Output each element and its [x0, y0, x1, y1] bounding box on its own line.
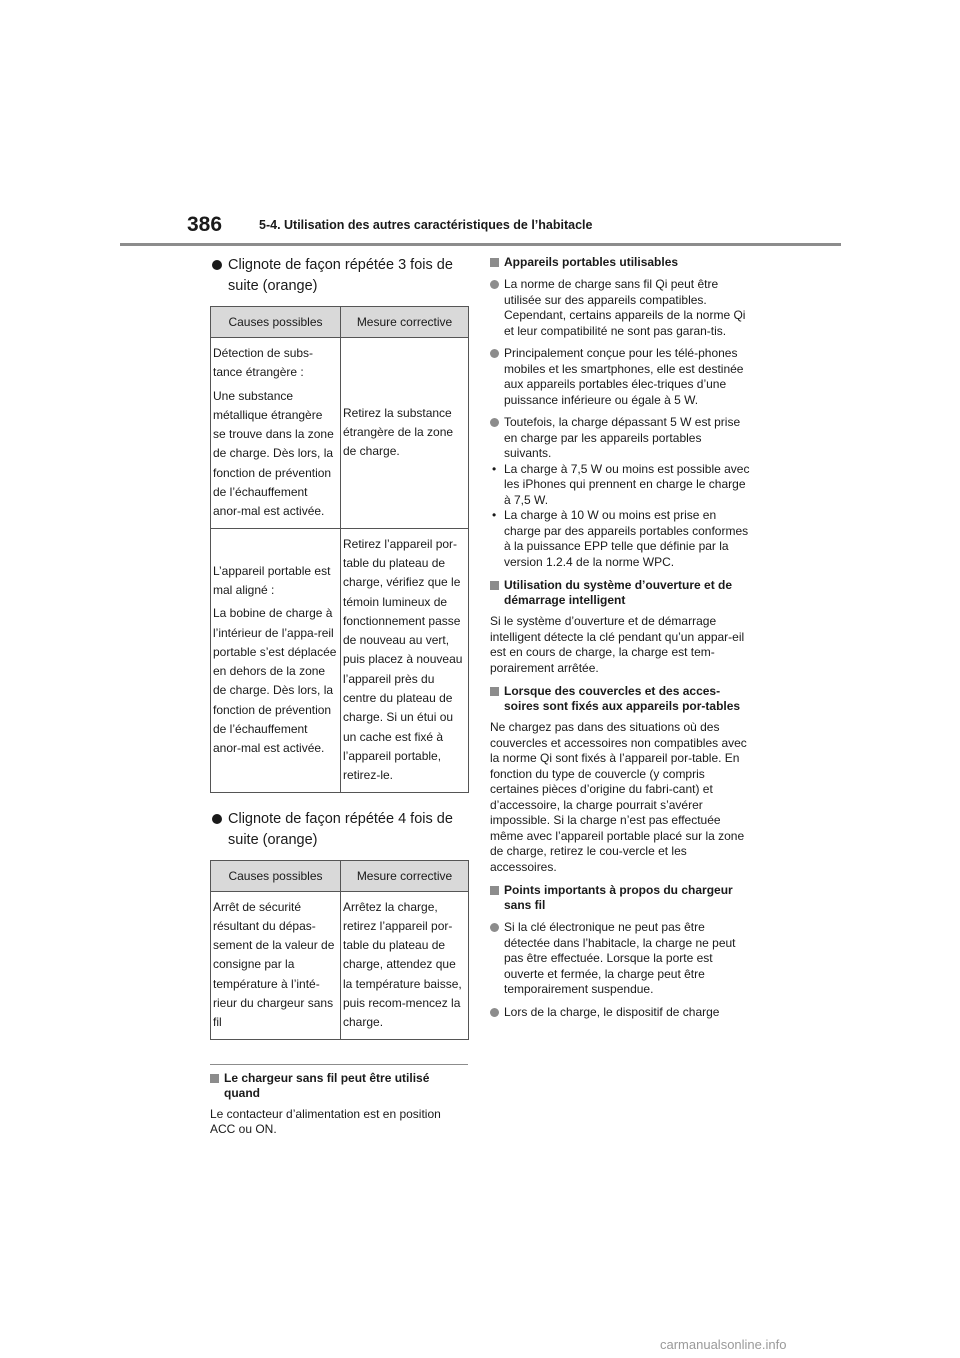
circle-bullet-icon: [490, 418, 499, 427]
watermark: carmanualsonline.info: [660, 1337, 787, 1352]
page-header: [0, 0, 960, 250]
s3-text: Ne chargez pas dans des situations où des couvercles et accessoires non compatibles avec la norme Qi sont fixés à l’appareil por-table. En fonction du type de couvercle (y compris certaines pièces d’origine du fabri-cant) et d’accessoire, la charge pourrait s’avérer impossible. Si la charge n’est pas effectuée même avec l’appareil portable placé sur la zone de charge, retirez le cou-vercle et les accessoires.: [490, 720, 747, 874]
action-cell: Arrêtez la charge, retirez l’appareil por-table du plateau de charge, attendez que la température baisse, puis recom-mencez la charge.: [341, 891, 469, 1039]
table-header-causes: Causes possibles: [211, 307, 341, 338]
bullet-dot-icon: [212, 260, 222, 270]
circle-bullet-icon: [490, 923, 499, 932]
s1-heading: Appareils portables utilisables: [490, 255, 752, 270]
table-row: [211, 338, 469, 529]
circle-bullet-icon: [490, 1008, 499, 1017]
section-divider: [210, 1064, 468, 1065]
s3-heading: Lorsque des couvercles et des acces-soires sont fixés aux appareils por-tables: [490, 684, 752, 714]
left-column: [210, 255, 468, 1138]
square-bullet-icon: [490, 258, 499, 267]
table-header-action: Mesure corrective: [341, 860, 469, 891]
list-item: Toutefois, la charge dépassant 5 W est prise en charge par les appareils portables suivants.: [490, 415, 752, 462]
square-bullet-icon: [210, 1074, 219, 1083]
note-heading: Le chargeur sans fil peut être utilisé quand: [210, 1071, 468, 1101]
list-item: La norme de charge sans fil Qi peut être utilisée sur des appareils compatibles. Cependant, certains appareils de la norme Qi et leur compatibilité ne sont pas garan-tis.: [490, 277, 752, 339]
table-header-causes: Causes possibles: [211, 860, 341, 891]
page-number: 386: [187, 213, 223, 236]
block2-title: Clignote de façon répétée 4 fois de suite (orange): [210, 809, 468, 851]
s4-heading: Points importants à propos du chargeur sans fil: [490, 883, 752, 913]
dot-marker: •: [492, 508, 497, 522]
dot-marker: •: [492, 461, 497, 476]
square-bullet-icon: [490, 687, 499, 696]
s2-heading: Utilisation du système d’ouverture et de démarrage intelligent: [490, 578, 752, 608]
cause-cell: Arrêt de sécurité résultant du dépas-sement de la valeur de consigne par la température à l’inté-rieur du chargeur sans fil: [211, 891, 341, 1039]
section-title: 5-4. Utilisation des autres caractéristiques de l’habitacle: [259, 218, 593, 232]
list-item: Si la clé électronique ne peut pas être détectée dans l’habitacle, la charge ne peut pas être effectuée. Lorsque la porte est ouverte et fermée, la charge peut être temporairement suspendue.: [490, 920, 752, 998]
list-item: Principalement conçue pour les télé-phones mobiles et les smartphones, elle est destinée aux appareils portables élec-triques d’une puissance inférieure ou égale à 5 W.: [490, 346, 752, 408]
block1-title: Clignote de façon répétée 3 fois de suite (orange): [210, 255, 468, 297]
cause-cell: Détection de subs-tance étrangère : Une substance métallique étrangère se trouve dans la zone de charge. Dès lors, la fonction de prévention de l’échauffement anor-mal est activée.: [211, 338, 341, 529]
table-3-blinks: [210, 306, 469, 793]
square-bullet-icon: [490, 886, 499, 895]
table-row: [211, 891, 469, 1039]
header-rule: [120, 243, 841, 246]
list-item: • La charge à 10 W ou moins est prise en charge par des appareils portables conformes à la puissance EPP telle que définie par la version 1.2.4 de la norme WPC.: [492, 508, 749, 569]
square-bullet-icon: [490, 581, 499, 590]
action-cell: Retirez la substance étrangère de la zone de charge.: [341, 338, 469, 529]
table-4-blinks: [210, 860, 469, 1040]
table-row: [211, 528, 469, 792]
circle-bullet-icon: [490, 349, 499, 358]
action-cell: Retirez l’appareil por-table du plateau de charge, vérifiez que le témoin lumineux de fonctionnement passe de nouveau au vert, puis placez à nouveau l’appareil près du centre du plateau de charge. Si un étui ou un cache est fixé à l’appareil portable, retirez-le.: [341, 528, 469, 792]
right-column: [490, 255, 752, 1020]
note-text: Le contacteur d’alimentation est en position ACC ou ON.: [210, 1106, 441, 1137]
list-item: • La charge à 7,5 W ou moins est possible avec les iPhones qui prennent en charge le charge à 7,5 W.: [492, 461, 750, 507]
s2-text: Si le système d’ouverture et de démarrage intelligent détecte la clé pendant qu’un appar-eil est en cours de charge, la charge est tem-porairement arrêtée.: [490, 614, 745, 675]
circle-bullet-icon: [490, 280, 499, 289]
cause-cell: L’appareil portable est mal aligné : La bobine de charge à l’intérieur de l’appa-reil portable s’est déplacée en dehors de la zone de charge. Dès lors, la fonction de prévention de l’échauffement anor-mal est activée.: [211, 528, 341, 792]
table-header-action: Mesure corrective: [341, 307, 469, 338]
bullet-dot-icon: [212, 814, 222, 824]
list-item: Lors de la charge, le dispositif de charge: [490, 1005, 752, 1021]
